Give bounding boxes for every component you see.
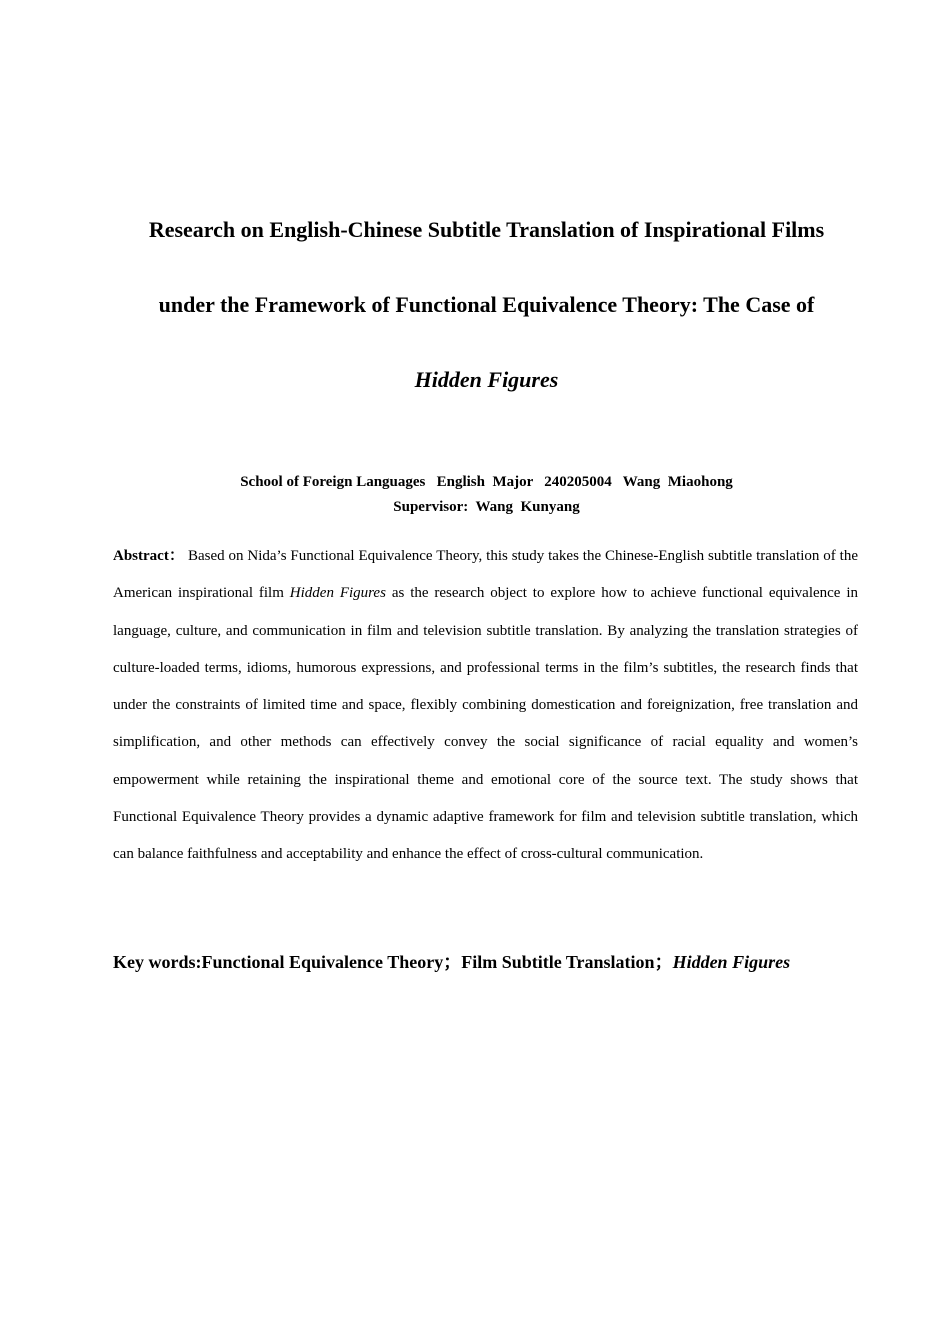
keywords-line (113, 948, 893, 976)
abstract-text-after: as the research object to explore how to achieve functional equivalence in language, culture, and communication in film and television subtitle translation. By analyzing the translation strategies of culture-loaded terms, idioms, humorous expressions, and professional terms in the film’s subtitles, the research finds that under the constraints of limited time and space, flexibly combining domestication and foreignization, free translation and simplification, and other methods can effectively convey the social significance of racial equality and women’s empowerment while retaining the inspirational theme and emotional core of the source text. The study shows that Functional Equivalence Theory provides a dynamic adaptive framework for film and television subtitle translation, which can balance faithfulness and acceptability and enhance the effect of cross-cultural communication. (113, 585, 859, 863)
keyword-1: Functional Equivalence Theory； (201, 952, 462, 972)
supervisor-line: Supervisor: Wang Kunyang (393, 499, 580, 515)
title-line-3: Hidden Figures (414, 367, 559, 392)
abstract-text-before: Based on Nida’s Functional Equivalence Theory, this study takes the Chinese-English subtitle translation of the American inspirational film (113, 548, 858, 602)
keyword-2: Film Subtitle Translation； (461, 952, 673, 972)
abstract-paragraph (113, 538, 858, 874)
paper-title (90, 192, 883, 417)
abstract-label: Abstract： (113, 548, 185, 564)
title-line-2: under the Framework of Functional Equivalence Theory: The Case of (158, 292, 815, 317)
keywords-label: Key words: (113, 952, 202, 972)
author-line: School of Foreign Languages English Major 240205004 Wang Miaohong (240, 474, 733, 490)
keyword-3: Hidden Figures (672, 952, 791, 972)
abstract-film-title: Hidden Figures (289, 585, 386, 602)
author-info (90, 470, 883, 520)
title-line-1: Research on English-Chinese Subtitle Translation of Inspirational Films (148, 217, 825, 242)
